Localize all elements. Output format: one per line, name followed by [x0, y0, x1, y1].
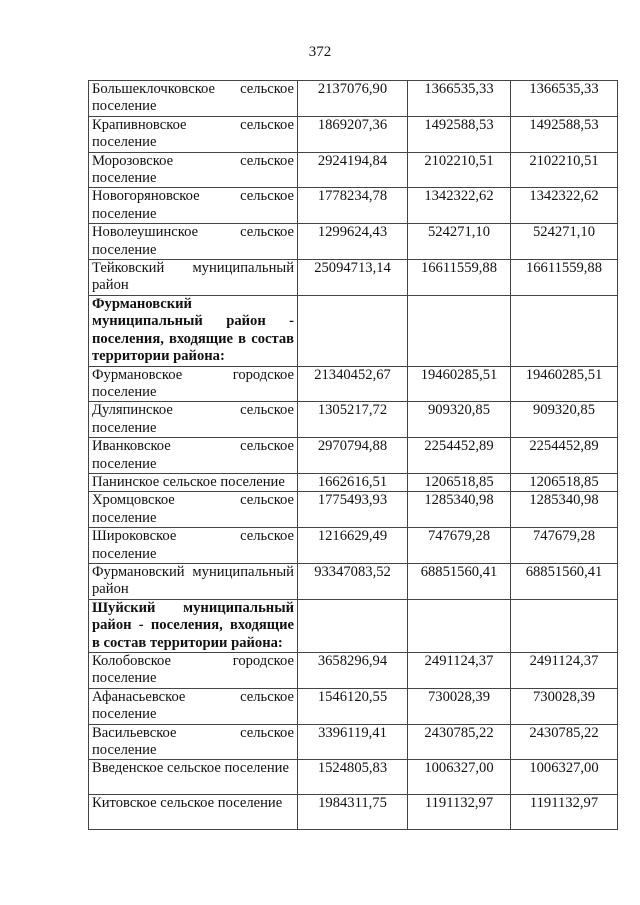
- table-row: [89, 688, 618, 724]
- table-row: [89, 653, 618, 689]
- value-col2-cell: 1285340,98: [408, 492, 511, 528]
- value-col2-cell: 1006327,00: [408, 760, 511, 795]
- budget-table: [88, 80, 618, 830]
- table-row: [89, 81, 618, 117]
- value-col1-cell: 1778234,78: [298, 188, 408, 224]
- settlement-name-cell: Фурмановское городское поселение: [89, 366, 298, 402]
- value-col3-cell: 2430785,22: [511, 724, 618, 760]
- value-col3-cell: 1342322,62: [511, 188, 618, 224]
- value-col2-cell: 19460285,51: [408, 366, 511, 402]
- value-col3-cell: 524271,10: [511, 224, 618, 260]
- value-col1-cell: 1305217,72: [298, 402, 408, 438]
- settlement-name-cell: Крапивновское сельское поселение: [89, 116, 298, 152]
- value-col2-cell: 1206518,85: [408, 473, 511, 491]
- value-col1-cell: 2137076,90: [298, 81, 408, 117]
- value-col2-cell: 1191132,97: [408, 795, 511, 830]
- settlement-name-cell: Широковское сельское поселение: [89, 528, 298, 564]
- value-col2-cell: 2430785,22: [408, 724, 511, 760]
- value-col2-cell: 524271,10: [408, 224, 511, 260]
- value-col3-cell: 2254452,89: [511, 438, 618, 474]
- value-col1-cell: 1662616,51: [298, 473, 408, 491]
- value-col1-cell: 1546120,55: [298, 688, 408, 724]
- settlement-name-cell: Афанасьевское сельское поселение: [89, 688, 298, 724]
- settlement-name-cell: Введенское сельское поселение: [89, 760, 298, 795]
- value-col2-cell: 16611559,88: [408, 260, 511, 296]
- value-col1-cell: [298, 295, 408, 366]
- settlement-name-cell: Морозовское сельское поселение: [89, 152, 298, 188]
- value-col1-cell: 1984311,75: [298, 795, 408, 830]
- value-col2-cell: 909320,85: [408, 402, 511, 438]
- value-col1-cell: 1775493,93: [298, 492, 408, 528]
- value-col3-cell: [511, 599, 618, 652]
- value-col2-cell: 1492588,53: [408, 116, 511, 152]
- value-col3-cell: 730028,39: [511, 688, 618, 724]
- settlement-name-cell: Новолеушинское сельское поселение: [89, 224, 298, 260]
- settlement-name-cell: Китовское сельское поселение: [89, 795, 298, 830]
- table-row: [89, 116, 618, 152]
- value-col3-cell: [511, 295, 618, 366]
- value-col1-cell: 1524805,83: [298, 760, 408, 795]
- settlement-name-cell: Панинское сельское поселение: [89, 473, 298, 491]
- value-col1-cell: 3658296,94: [298, 653, 408, 689]
- district-header-row: [89, 599, 618, 652]
- table-row: [89, 528, 618, 564]
- value-col3-cell: 1206518,85: [511, 473, 618, 491]
- table-row: [89, 188, 618, 224]
- value-col2-cell: 68851560,41: [408, 563, 511, 599]
- value-col3-cell: 1006327,00: [511, 760, 618, 795]
- table-row: [89, 260, 618, 296]
- value-col1-cell: 93347083,52: [298, 563, 408, 599]
- value-col2-cell: 2102210,51: [408, 152, 511, 188]
- value-col1-cell: 1216629,49: [298, 528, 408, 564]
- value-col2-cell: 1342322,62: [408, 188, 511, 224]
- value-col2-cell: [408, 599, 511, 652]
- value-col1-cell: 1869207,36: [298, 116, 408, 152]
- settlement-name-cell: Иванковское сельское поселение: [89, 438, 298, 474]
- page-number: 372: [308, 44, 332, 60]
- value-col3-cell: 2102210,51: [511, 152, 618, 188]
- table-row: [89, 492, 618, 528]
- settlement-name-cell: Хромцовское сельское поселение: [89, 492, 298, 528]
- value-col1-cell: 3396119,41: [298, 724, 408, 760]
- table-row: [89, 563, 618, 599]
- table-row: [89, 473, 618, 491]
- value-col3-cell: 1285340,98: [511, 492, 618, 528]
- value-col1-cell: 1299624,43: [298, 224, 408, 260]
- table-row: [89, 402, 618, 438]
- value-col2-cell: 747679,28: [408, 528, 511, 564]
- value-col2-cell: 1366535,33: [408, 81, 511, 117]
- value-col1-cell: [298, 599, 408, 652]
- value-col3-cell: 19460285,51: [511, 366, 618, 402]
- value-col1-cell: 21340452,67: [298, 366, 408, 402]
- value-col3-cell: 68851560,41: [511, 563, 618, 599]
- value-col1-cell: 2970794,88: [298, 438, 408, 474]
- value-col3-cell: 2491124,37: [511, 653, 618, 689]
- table-row: [89, 795, 618, 830]
- value-col1-cell: 25094713,14: [298, 260, 408, 296]
- settlement-name-cell: Шуйский муниципальный район - поселения, входящие в состав территории района:: [89, 599, 298, 652]
- district-header-row: [89, 295, 618, 366]
- settlement-name-cell: Фурмановский муниципальный район: [89, 563, 298, 599]
- value-col1-cell: 2924194,84: [298, 152, 408, 188]
- table-row: [89, 760, 618, 795]
- settlement-name-cell: Колобовское городское поселение: [89, 653, 298, 689]
- value-col3-cell: 1366535,33: [511, 81, 618, 117]
- settlement-name-cell: Тейковский муниципальный район: [89, 260, 298, 296]
- value-col3-cell: 1492588,53: [511, 116, 618, 152]
- value-col3-cell: 909320,85: [511, 402, 618, 438]
- value-col2-cell: 730028,39: [408, 688, 511, 724]
- value-col3-cell: 16611559,88: [511, 260, 618, 296]
- settlement-name-cell: Большеклочковское сельское поселение: [89, 81, 298, 117]
- value-col2-cell: 2254452,89: [408, 438, 511, 474]
- settlement-name-cell: Дуляпинское сельское поселение: [89, 402, 298, 438]
- table-row: [89, 152, 618, 188]
- settlement-name-cell: Новогоряновское сельское поселение: [89, 188, 298, 224]
- table-row: [89, 724, 618, 760]
- table-row: [89, 438, 618, 474]
- table-row: [89, 224, 618, 260]
- settlement-name-cell: Фурмановский муниципальный район - поселения, входящие в состав территории района:: [89, 295, 298, 366]
- value-col2-cell: [408, 295, 511, 366]
- value-col3-cell: 1191132,97: [511, 795, 618, 830]
- settlement-name-cell: Васильевское сельское поселение: [89, 724, 298, 760]
- value-col2-cell: 2491124,37: [408, 653, 511, 689]
- table-row: [89, 366, 618, 402]
- value-col3-cell: 747679,28: [511, 528, 618, 564]
